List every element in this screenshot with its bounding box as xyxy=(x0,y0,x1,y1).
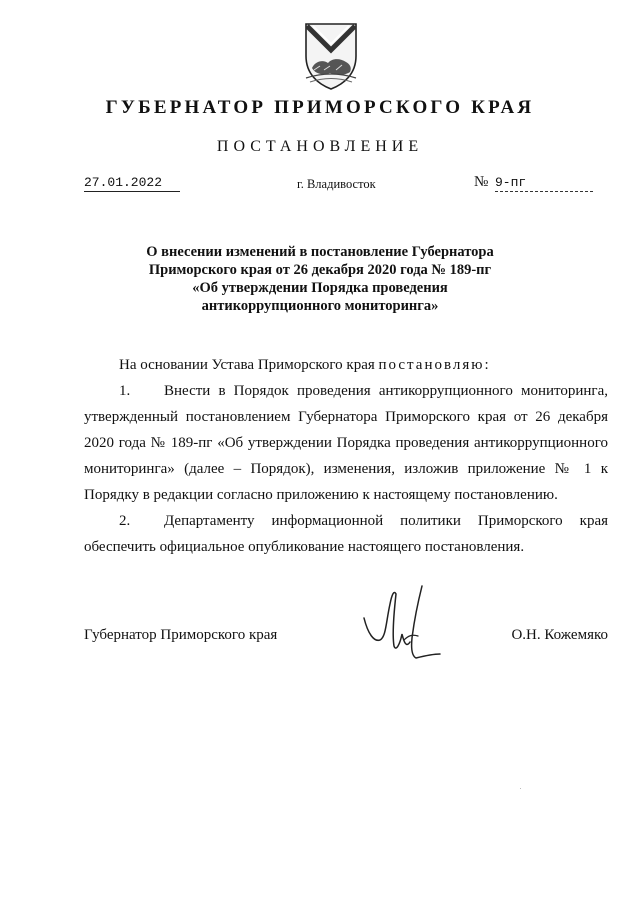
item-text: Внести в Порядок проведения антикоррупционного мониторинга, утвержденный постановлением Губернатора Приморского края от 26 декабря 2020 года № 189-пг «Об утверждении Порядка проведения антикоррупционного мониторинга» (далее – Порядок), изменения, изложив приложение № 1 к Порядку в редакции согласно приложению к настоящему постановлению. xyxy=(84,383,608,503)
item-number: 1. xyxy=(119,383,131,399)
item-paragraph-1 xyxy=(84,378,608,508)
subject-line: антикоррупционного мониторинга» xyxy=(201,298,439,314)
intro-text: На основании Устава Приморского края xyxy=(119,357,379,373)
item-paragraph-2 xyxy=(84,508,608,560)
item-number: 2. xyxy=(119,513,131,529)
subject-line: Приморского края от 26 декабря 2020 года № 189-пг xyxy=(148,262,492,278)
primorsky-krai-coat-of-arms-icon xyxy=(300,20,362,92)
signer-title: Губернатор Приморского края xyxy=(84,627,278,643)
document-type: ПОСТАНОВЛЕНИЕ xyxy=(216,138,424,155)
scan-speck xyxy=(520,788,521,789)
document-body xyxy=(84,352,608,560)
organization-title: ГУБЕРНАТОР ПРИМОРСКОГО КРАЯ xyxy=(105,97,535,118)
signer-name: О.Н. Кожемяко xyxy=(511,627,608,643)
document-subject xyxy=(0,243,640,315)
subject-line: О внесении изменений в постановление Губернатора xyxy=(146,244,494,260)
document-date: 27.01.2022 xyxy=(84,175,180,192)
document-number: 9-пг xyxy=(495,175,593,192)
intro-keyword: постановляю: xyxy=(378,357,491,373)
document-city: г. Владивосток xyxy=(297,177,376,191)
intro-paragraph xyxy=(84,352,608,378)
document-number-sign: № xyxy=(474,174,489,190)
item-text: Департаменту информационной политики Приморского края обеспечить официальное опубликование настоящего постановления. xyxy=(84,513,608,555)
subject-line: «Об утверждении Порядка проведения xyxy=(192,280,448,296)
handwritten-signature-icon xyxy=(356,582,446,662)
